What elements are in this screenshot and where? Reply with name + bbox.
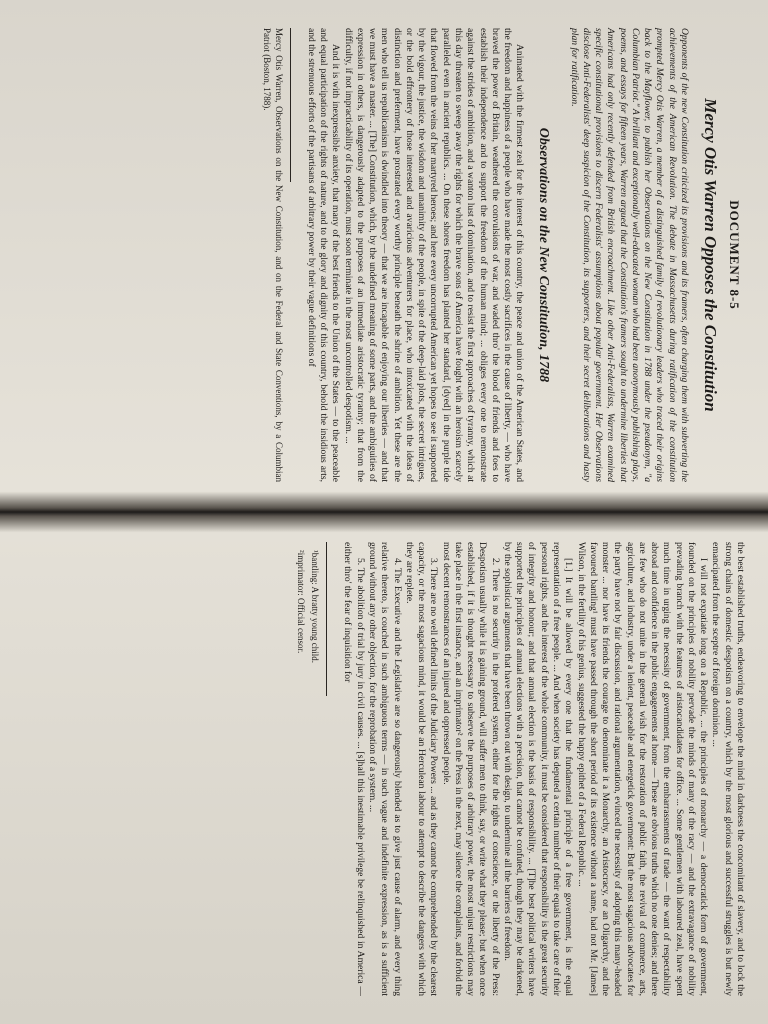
body-paragraph: the best established truths, endeavoring to envelope the mind in darkness the concomitant of slavery, and to lock the strong chains of domestic despotism on a country, which by the most glorious and successful struggles is but newly emancipated from the sceptre of foreign dominion. ... — [710, 542, 746, 996]
document-intro: Opponents of the new Constitution criticized its provisions and its framers, often charging them with subverting the achievements of the American Revolution. The debate in Massachusetts during ratification of the constitution prompted Mercy Otis Warren, a member of a distinguished family of revolutionary leaders who traced their origins back to the Mayflower, to publish her Observations on the New Constitution in 1788 under the pseudonym, "a Columbian Patriot." A brilliant and exceptionally well-educated woman who had been anonymously publishing plays, poems, and essays for fifteen years, Warren argued that the Constitution's framers sought to undermine liberties that Americans had only recently defended from British encroachment. Like other Anti-Federalists, Warren examined specific constitutional provisions to discern Federalists' assumptions about popular government. Her Observations disclose Anti-Federalists' deep suspicion of the Constitution, its supporters, and their secret deliberations and hasty plan for ratification. — [568, 28, 690, 482]
right-page — [0, 512, 768, 1024]
document-label: DOCUMENT 8-5 — [727, 200, 742, 310]
body-paragraph: And it is with inexpressible anxiety, that many of the best friends to the Union of the States — to the peaceable and equal participation of the rights of nature, and to the glory and dignity of this country, behold the insidious arts, and the strenuous efforts of the partisans of arbitrary power by their vague definitions of — [305, 28, 342, 482]
section-title: Observations on the New Constitution, 1788 — [536, 127, 552, 383]
body-paragraph: I will not expatiate long on a Republic, ... the principles of monarchy — a democratick form of government, founded on the principles of nobility pervade the minds of many of the racy — and the extravagance of nobility prevading branch with the features of aristocandidates for office. ... Some gentlemen with laboured zeal, have spent much time in urging the necessity of government, from the embarrassments of trade — the want of respectability abroad and confidence in the public engagements at home — These are obvious truths which no one denies; and there are few who do not unite in the general wish for the restoration of public faith, the revival of commerce, arts, agriculture, and industry, under a lenient, peaceable and energetick government: But the most sagacious advocates for the party have not by fair discussion, and rational argumentation, evinced the necessity of adopting this many-headed monster ... nor have its friends the courage to denominate it a Monarchy, an Aristocracy, or an Oligarchy, and the favoured bantling¹ must have passed through the short period of its existence without a name, had not Mr. [James] Wilson, in the fertility of his genius, suggested the happy epithet of a Federal Republic. ... — [575, 542, 710, 996]
footnote: ²imprimator: Official censor. — [295, 550, 306, 654]
source-divider — [290, 28, 291, 182]
body-paragraph: Animated with the firmest zeal for the interest of this country, the peace and union of the American States, and the freedom and happiness of a people who have made the most costly sacrifices in the cause of liberty, — who have braved the power of Britain, weathered the convulsions of war, and waded thro' the blood of friends and foes to establish their independence and to support the freedom of the human mind; ... obliges every one to remonstrate against the strides of ambition, and a wanton lust of domination, and to resist the first approaches of tyranny, which at this day threaten to sweep away the rights for which the brave sons of America have fought with an heroism scarcely paralleled even in ancient republics. ... On these shores freedom has planted her standard, [dyed] in the purple tide that flowed from the veins of her martyred heroes; and here every uncorrupted American yet hopes to see it supported by the vigour, the justice, the wisdom and unanimity of the people, in spite of the deep-laid plots, the secret intrigues, or the bold effrontery of those interested and avaricious adventurers for place, who intoxicated with the ideas of distinction and preferment, have prostrated every worthy principle beneath the shrine of ambition. Yet these are the men who tell us republicanism is dwindled into theory — that we are incapable of enjoying our liberties — and that we must have a master. ... [The] Constitution, which, by the undefined meaning of some parts, and the ambiguities of expression in others, is dangerously adapted to the purposes of an immediate aristocratic tyranny; that from the difficulty, if not impracticability of its operation, must soon terminate in the most uncontrolled despotism. ... — [342, 28, 526, 482]
body-paragraph: [1.] It will be allowed by every one that the fundamental principle of a free government, is the equal representation of a free people. ... And when society has deputed a certain number of their equals to take care of their personal rights, and the interest of the whole community, it must be considered that responsibility is the great security of integrity and honour; and that annual election is the basis of responsibility. ... [T]he best political writers have supported the principles of annual elections with a precision, that cannot be confuted, though they may be darkened, by the sophistical arguments that have been thrown out with design, to undermine all the barriers of freedom. — [501, 542, 575, 996]
footnote: ¹bantling: A bratty young child. — [310, 550, 321, 663]
body-paragraph: 3. There are no well defined limits of the Judiciary Powers ... and as they cannot be comprehended by the clearest capacity, or the most sagacious mind, it would be an Herculean labour to attempt to describe the dangers with which they are replete. — [403, 542, 440, 996]
source-citation: Mercy Otis Warren, Observations on the New Constitution, and on the Federal and State Conventions, by a Columbian Patriot (Boston, 1788). — [262, 28, 284, 482]
body-paragraph: 2. There is no security in the profered system, either for the rights of conscience, or the liberty of the Press: Despotism usually while it is gaining ground, will suffer men to think, say, or write what they please; but when once established, if it is thought necessary to subserve the purposes of arbitrary power, the most unjust restrictions may take place in the first instance, and an imprimator² on the Press in the next, may silence the complaints, and forbid the most decent remonstrances of an injured and oppressed people. — [440, 542, 501, 996]
body-paragraph: 4. The Executive and the Legislative are so dangerously blended as to give just cause of alarm, and every thing relative thereto, is couched in such ambiguous terms — in such vague and indefinite expression, as is a sufficient ground without any other objection, for the reprobation of a system. ... — [367, 542, 403, 996]
document-title: Mercy Otis Warren Opposes the Constitution — [701, 98, 720, 412]
footnote-divider — [326, 542, 327, 696]
body-paragraph: 5. The abolition of trial by jury in civil causes. ... [s]hall this inestimable privilege be relinquished in America — either thro' the fear of inquisition for — [342, 542, 366, 996]
